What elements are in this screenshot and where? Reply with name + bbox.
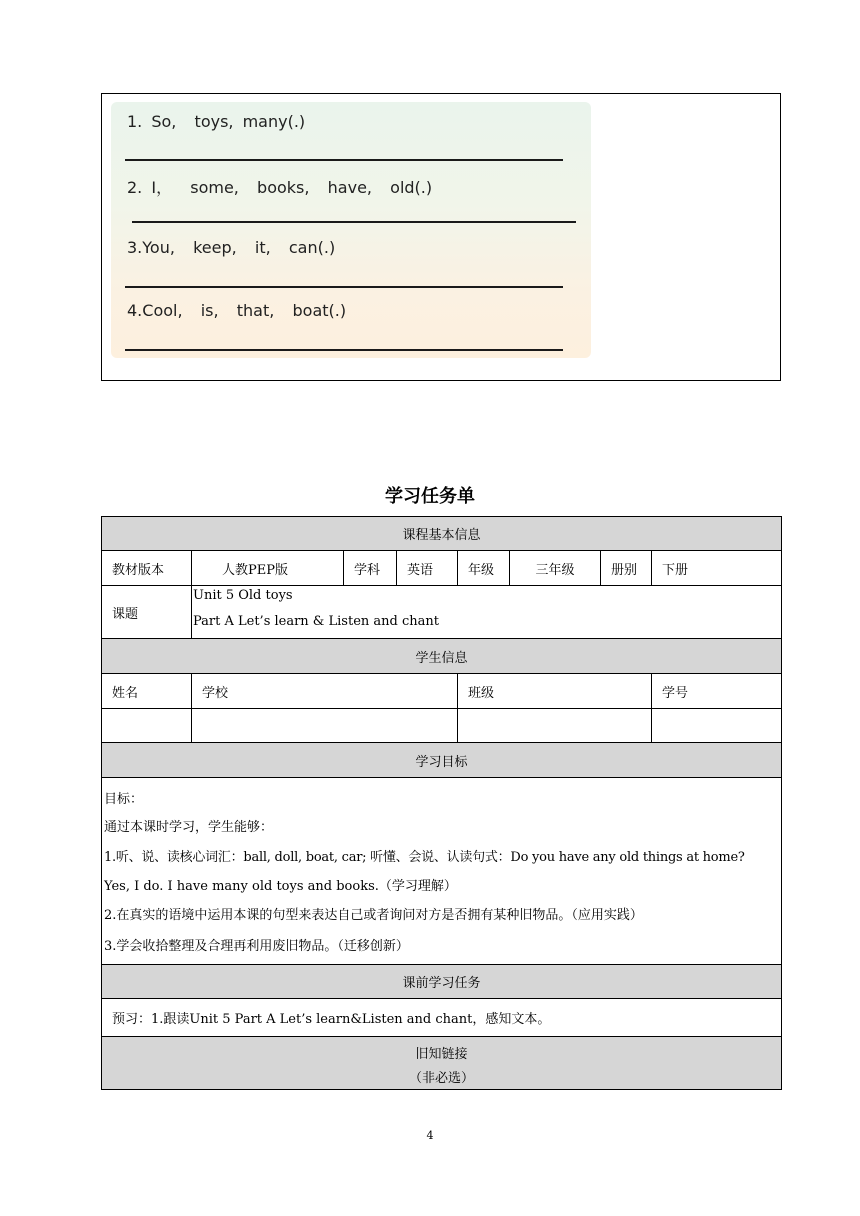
answer-line-2 [132,221,576,223]
subject-value: 英语 [396,550,458,586]
volume-label: 册别 [600,550,652,586]
objectives-line-2: 通过本课时学习，学生能够： [104,820,274,835]
page-title: 学习任务单 [385,486,475,507]
objectives-header: 学习目标 [101,742,782,778]
prior-knowledge-note: （非必选） [408,1071,474,1086]
answer-line-1 [125,159,563,161]
edition-label: 教材版本 [101,550,192,586]
exercise-line-2: 2. I， some, books, have, old(.) [127,178,433,197]
objectives-line-4: Yes, I do. I have many old toys and books.（学习理解） [104,879,457,894]
objectives-line-5: 2.在真实的语境中运用本课的句型来表达自己或者询问对方是否拥有某种旧物品。（应用实践） [104,908,643,923]
edition-value: 人教PEP版 [191,550,344,586]
page-number: 4 [426,1129,434,1142]
answer-line-3 [125,286,563,288]
exercise-line-3: 3.You, keep, it, can(.) [127,238,336,257]
student-id-field[interactable] [651,708,782,743]
exercise-card [111,102,591,358]
volume-value: 下册 [651,550,782,586]
subject-label: 学科 [343,550,397,586]
grade-value: 三年级 [509,550,601,586]
student-info-header: 学生信息 [101,638,782,674]
exercise-line-4: 4.Cool, is, that, boat(.) [127,301,347,320]
pre-class-header: 课前学习任务 [101,964,782,999]
school-field[interactable] [191,708,458,743]
topic-value [191,585,782,639]
exercise-line-1: 1. So, toys, many(.) [127,112,306,131]
topic-line-1: Unit 5 Old toys [193,588,293,603]
pre-class-content: 预习：1.跟读Unit 5 Part A Let’s learn&Listen and chant，感知文本。 [101,998,782,1037]
topic-label: 课题 [101,585,192,639]
school-label: 学校 [191,673,458,709]
topic-line-2: Part A Let’s learn & Listen and chant [193,614,439,629]
grade-label: 年级 [457,550,510,586]
class-field[interactable] [457,708,652,743]
name-field[interactable] [101,708,192,743]
prior-knowledge-title: 旧知链接 [415,1047,468,1062]
student-id-label: 学号 [651,673,782,709]
objectives-line-1: 目标： [104,792,144,807]
objectives-body [101,777,782,965]
prior-knowledge-header [101,1036,782,1090]
objectives-line-6: 3.学会收拾整理及合理再利用废旧物品。（迁移创新） [104,939,409,954]
name-label: 姓名 [101,673,192,709]
objectives-line-3: 1.听、说、读核心词汇：ball, doll, boat, car; 听懂、会说、认读句式：Do you have any old things at home? [104,850,745,865]
class-label: 班级 [457,673,652,709]
answer-line-4 [125,349,563,351]
course-info-header: 课程基本信息 [101,516,782,551]
